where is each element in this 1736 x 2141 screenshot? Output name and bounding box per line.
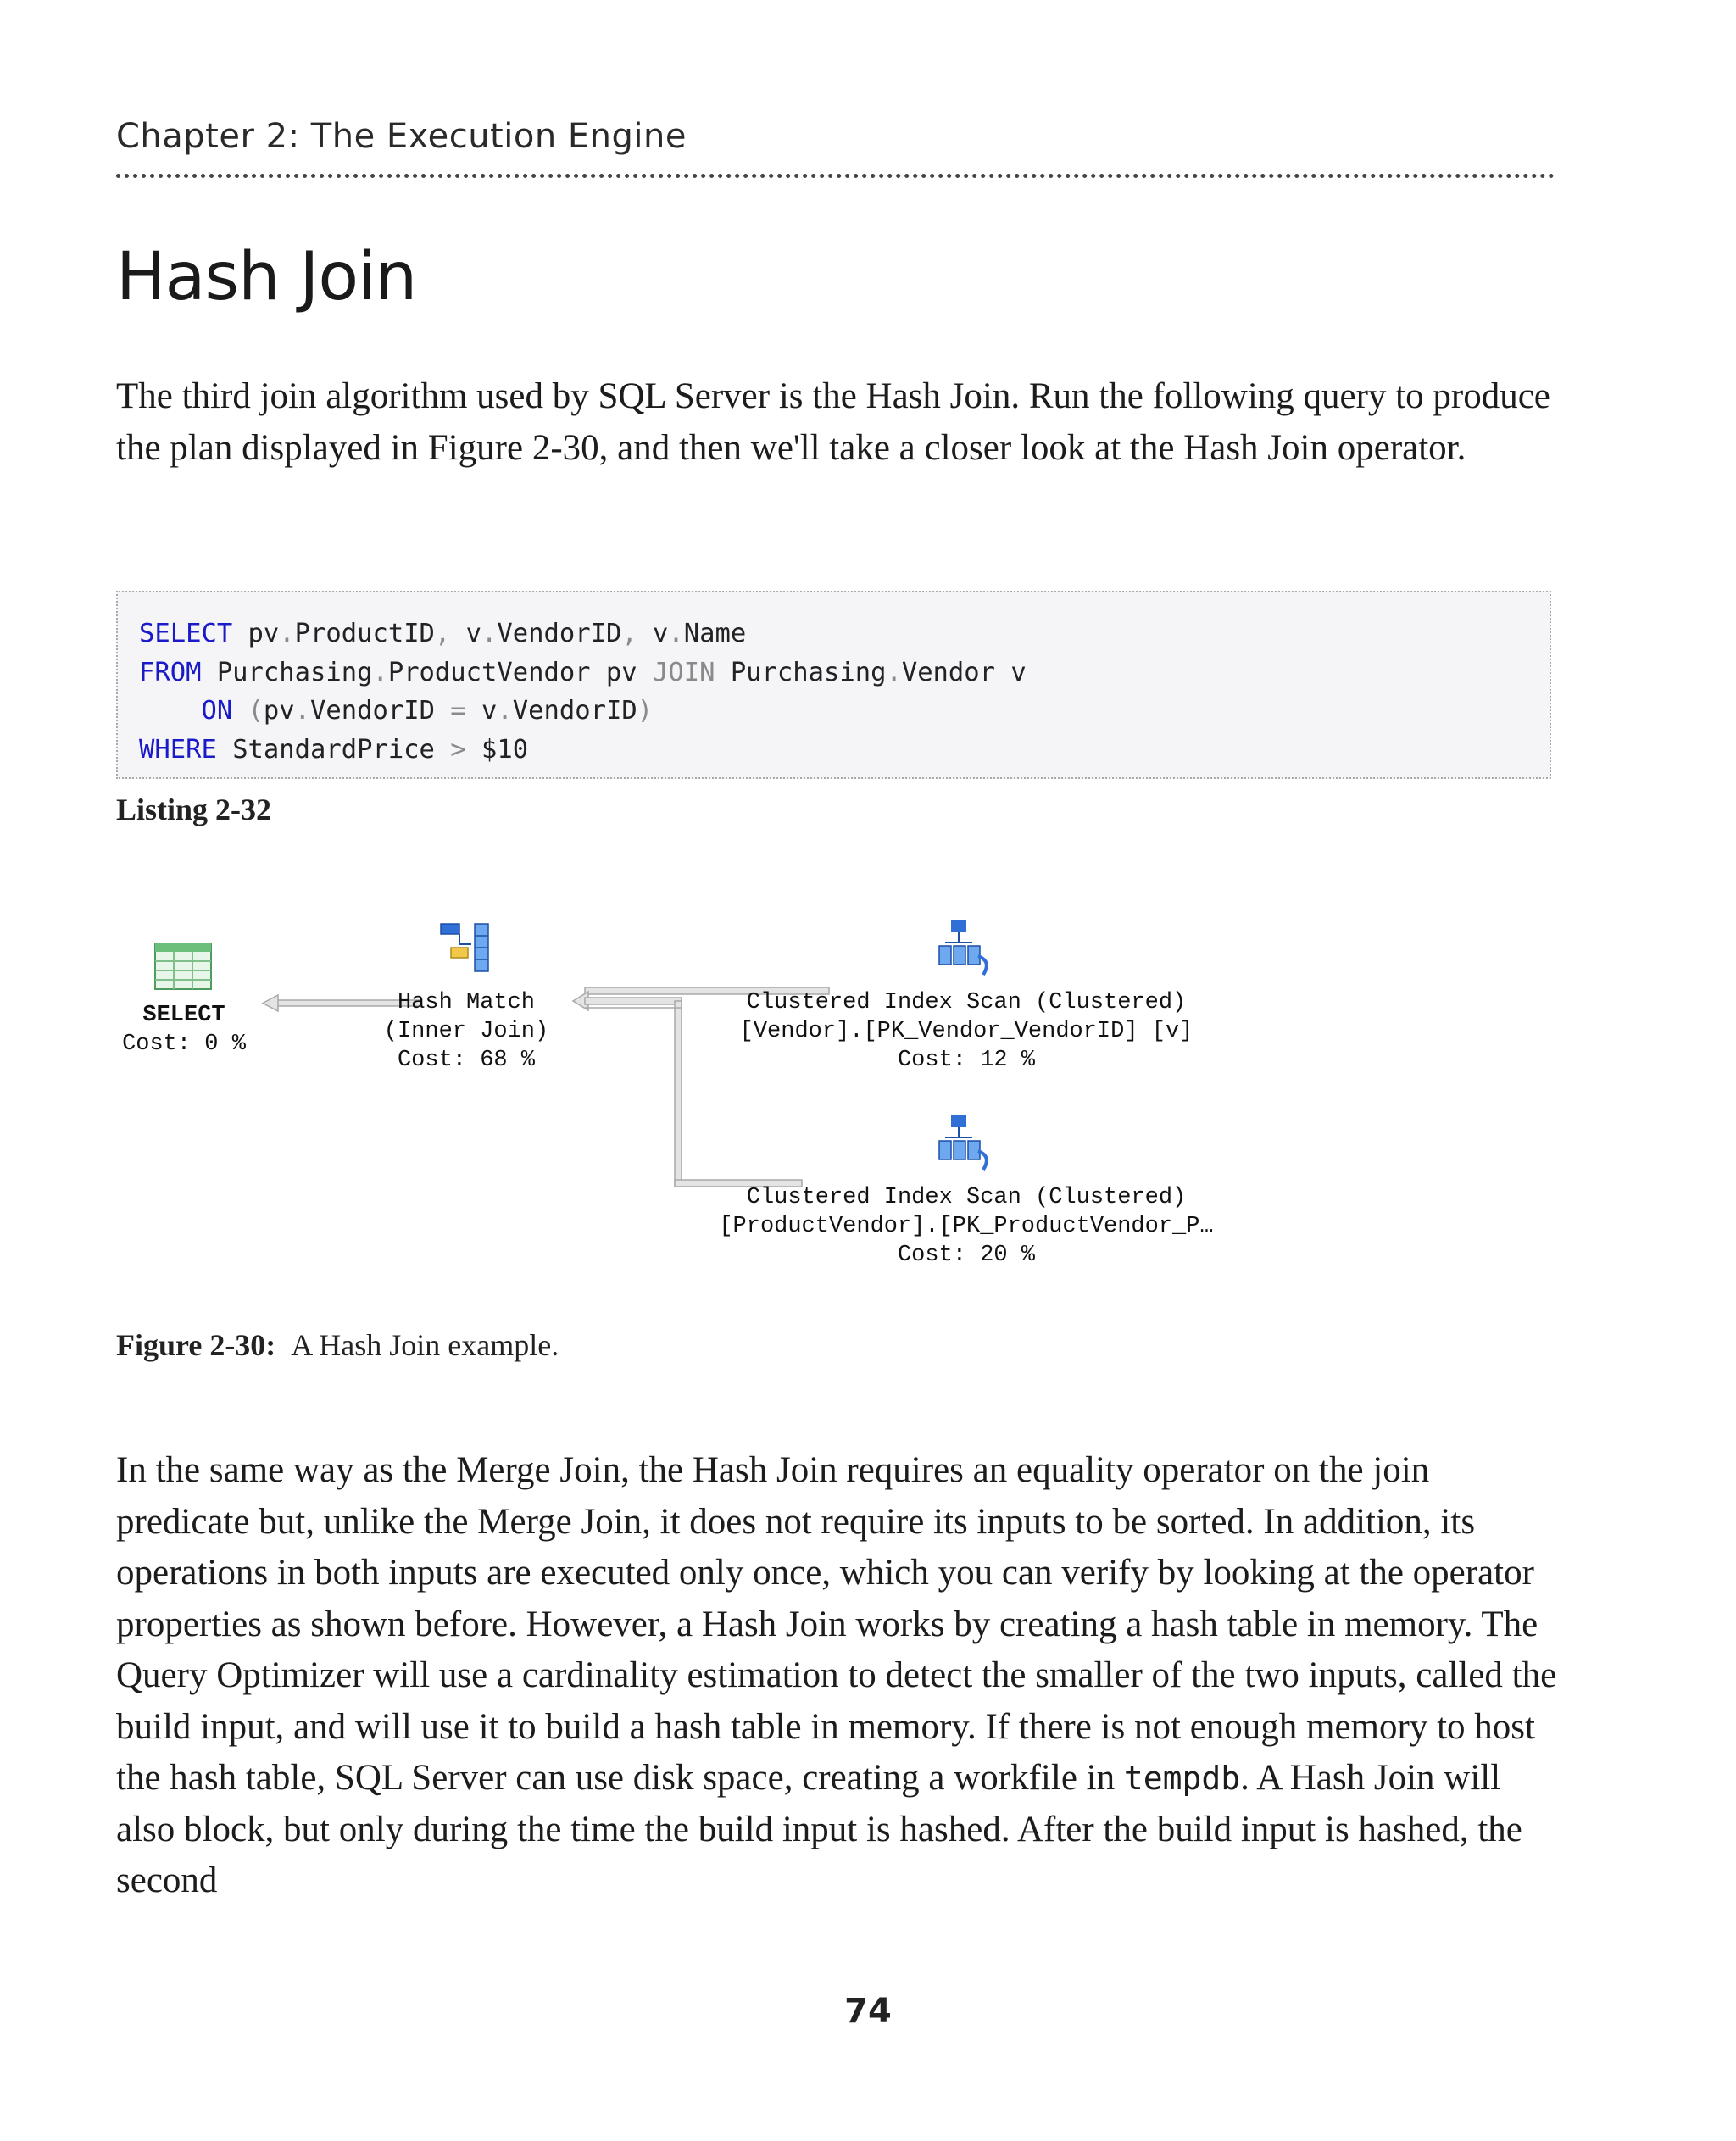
- code-text: ProductVendor pv: [387, 657, 653, 687]
- clustered-index-scan-productvendor-label: [704, 1183, 1229, 1270]
- code-operator: .: [668, 619, 684, 648]
- code-text: v: [637, 619, 669, 648]
- code-operator: .: [294, 696, 311, 726]
- code-operator: .: [279, 619, 295, 648]
- figure-caption: [116, 1327, 559, 1363]
- code-line-4: [139, 731, 1550, 770]
- code-line-2: [139, 653, 1550, 692]
- code-text: $10: [465, 734, 529, 765]
- operator-cost: Cost: 0 %: [122, 1032, 246, 1057]
- code-text: Name: [683, 619, 747, 648]
- operator-object: [ProductVendor].[PK_ProductVendor_P…: [719, 1214, 1214, 1239]
- code-operator: =: [450, 696, 466, 726]
- figure-label: Figure 2-30:: [116, 1328, 276, 1362]
- body-text: In the same way as the Merge Join, the Hash Join requires an equality operator on the join predicate but, unlike the Merge Join, it does not require its inputs to be sorted. In addition, its operations in both inputs are executed only once, which you can verify by looking at the operator properties as shown before. However, a Hash Join works by creating a hash table in memory. The Query Optimizer will use a cardinality estimation to detect the smaller of the two inputs, called the build input, and will use it to build a hash table in memory. If there is not enough memory to host the hash table, SQL Server can use disk space, creating a workfile in: [116, 1450, 1557, 1798]
- operator-cost: Cost: 20 %: [897, 1243, 1036, 1268]
- clustered-index-scan-icon-productvendor: [939, 1115, 987, 1170]
- code-operator: ,: [434, 619, 451, 648]
- operator-cost: Cost: 12 %: [897, 1048, 1036, 1073]
- code-operator: .: [372, 657, 388, 687]
- code-text: v: [450, 619, 482, 648]
- code-text: Purchasing: [715, 657, 887, 687]
- operator-subtype: (Inner Join): [383, 1019, 549, 1044]
- listing-caption: Listing 2-32: [116, 792, 272, 826]
- code-text: VendorID: [497, 619, 622, 648]
- code-operator: .: [497, 696, 513, 726]
- code-operator: ,: [621, 619, 637, 648]
- clustered-index-scan-icon-vendor: [939, 920, 987, 975]
- execution-plan-figure: [110, 907, 1314, 1297]
- figure-text: A Hash Join example.: [291, 1328, 559, 1362]
- code-text: v: [465, 696, 498, 726]
- code-text: pv: [232, 619, 280, 648]
- header-rule: [116, 174, 1555, 178]
- code-listing: [116, 591, 1551, 779]
- select-icon: [155, 943, 211, 989]
- code-keyword: FROM: [139, 657, 202, 687]
- operator-name: Hash Match: [397, 990, 536, 1015]
- code-text: Purchasing: [201, 657, 373, 687]
- code-operator: JOIN: [653, 657, 715, 687]
- code-line-3: [139, 692, 1550, 731]
- code-keyword: SELECT: [139, 619, 233, 648]
- inline-code-tempdb: tempdb: [1123, 1760, 1241, 1797]
- section-title: Hash Join: [116, 239, 417, 315]
- code-operator: .: [886, 657, 902, 687]
- chapter-header: Chapter 2: The Execution Engine: [116, 117, 687, 156]
- body-paragraph: [116, 1445, 1557, 1907]
- hash-match-operator-label: [373, 988, 559, 1075]
- hash-match-icon: [441, 924, 488, 971]
- operator-name: Clustered Index Scan (Clustered): [746, 1185, 1187, 1210]
- operator-name: SELECT: [142, 1003, 225, 1028]
- select-operator-label: [112, 1001, 256, 1059]
- code-text: StandardPrice: [216, 734, 451, 765]
- code-operator: (: [232, 696, 264, 726]
- intro-paragraph: The third join algorithm used by SQL Server is the Hash Join. Run the following query to produce the plan displayed in Figure 2-30, and then we'll take a closer look at the Hash Join operator.: [116, 376, 1550, 468]
- code-text: ProductID: [294, 619, 435, 648]
- operator-object: [Vendor].[PK_Vendor_VendorID] [v]: [739, 1019, 1194, 1044]
- code-text: VendorID: [512, 696, 637, 726]
- clustered-index-scan-vendor-label: [721, 988, 1212, 1075]
- code-text: pv: [263, 696, 295, 726]
- code-keyword: WHERE: [139, 734, 217, 765]
- code-keyword: ON: [201, 696, 233, 726]
- body-text: . A Hash Join will also block, but only during the time the build input is hashed. After the build input is hashed, the second: [116, 1758, 1522, 1900]
- code-indent: [139, 696, 201, 726]
- code-text: VendorID: [310, 696, 451, 726]
- code-operator: .: [481, 619, 498, 648]
- code-line-1: [139, 614, 1550, 653]
- code-operator: >: [450, 734, 466, 765]
- operator-name: Clustered Index Scan (Clustered): [746, 990, 1187, 1015]
- code-operator: ): [637, 696, 654, 726]
- operator-cost: Cost: 68 %: [397, 1048, 536, 1073]
- code-text: Vendor v: [901, 657, 1027, 687]
- page-number: 74: [844, 1992, 892, 2031]
